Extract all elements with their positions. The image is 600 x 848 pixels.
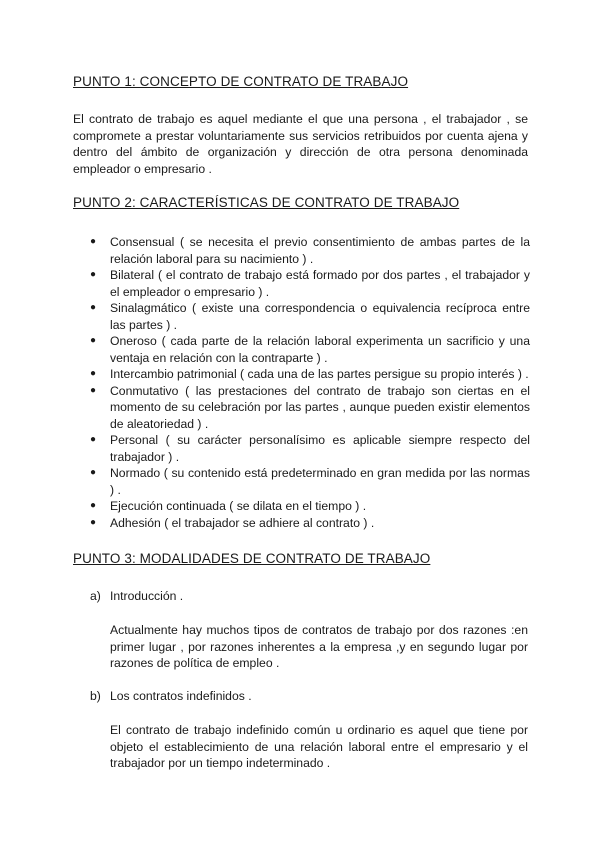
bullet-icon: ●	[90, 269, 97, 280]
list-item: ● Adhesión ( el trabajador se adhiere al contrato ) .	[90, 515, 375, 530]
punto1-heading: PUNTO 1: CONCEPTO DE CONTRATO DE TRABAJO	[73, 74, 409, 89]
list-item: ● Consensual ( se necesita el previo consentimiento de ambas partes de la relación laboral para su nacimiento ) .	[90, 235, 530, 266]
bullet-icon: ●	[90, 384, 97, 396]
punto3-heading: PUNTO 3: MODALIDADES DE CONTRATO DE TRABAJO	[73, 551, 431, 566]
list-item: ● Sinalagmático ( existe una correspondencia o equivalencia recíproca entre las partes ) .	[90, 301, 530, 332]
bullet-icon: ●	[90, 467, 97, 478]
punto2-heading: PUNTO 2: CARACTERÍSTICAS DE CONTRATO DE TRABAJO	[73, 195, 460, 210]
bullet-icon: ●	[90, 236, 97, 247]
punto1-paragraph: El contrato de trabajo es aquel mediante el que una persona , el trabajador , se compromete a prestar voluntariamente sus servicios retribuidos por cuenta ajena y dentro del ámbito de organización y dirección de otra persona denominada empleador o empresario .	[73, 112, 528, 176]
list-item: ● Intercambio patrimonial ( cada una de las partes persigue su propio interés ) .	[90, 367, 529, 381]
bullet-icon: ●	[90, 516, 97, 528]
list-item: ● Personal ( su carácter personalísimo es aplicable siempre respecto del trabajador ) .	[90, 433, 530, 464]
bullet-icon: ●	[90, 368, 97, 379]
list-item: ● Ejecución continuada ( se dilata en el tiempo ) .	[90, 499, 367, 513]
list-item: ● Normado ( su contenido está predeterminado en gran medida por las normas ) .	[90, 466, 530, 497]
subsection-b-paragraph: El contrato de trabajo indefinido común u ordinario es aquel que tiene por objeto el establecimiento de una relación laboral entre el empresario y el trabajador por un tiempo indeterminado .	[110, 723, 528, 770]
list-item: ● Bilateral ( el contrato de trabajo está formado por dos partes , el trabajador y el empleador o empresario ) .	[90, 268, 530, 299]
list-item: ● Oneroso ( cada parte de la relación laboral experimenta un sacrificio y una ventaja en relación con la contraparte ) .	[90, 334, 530, 365]
characteristics-list	[90, 234, 530, 531]
bullet-icon: ●	[90, 500, 97, 511]
subsection-a-paragraph: Actualmente hay muchos tipos de contratos de trabajo por dos razones :en primer lugar , por razones inherentes a la empresa ,y en segundo lugar por razones de política de empleo .	[110, 623, 528, 670]
bullet-icon: ●	[90, 335, 97, 346]
subsection-a-title: a) Introducción .	[90, 589, 184, 603]
subsection-b-title: b) Los contratos indefinidos .	[90, 689, 252, 703]
bullet-icon: ●	[90, 434, 97, 445]
bullet-icon: ●	[90, 302, 97, 313]
list-item: ● Conmutativo ( las prestaciones del contrato de trabajo son ciertas en el momento de su celebración por las partes , aunque pueden existir elementos de aleatoriedad ) .	[90, 383, 530, 431]
